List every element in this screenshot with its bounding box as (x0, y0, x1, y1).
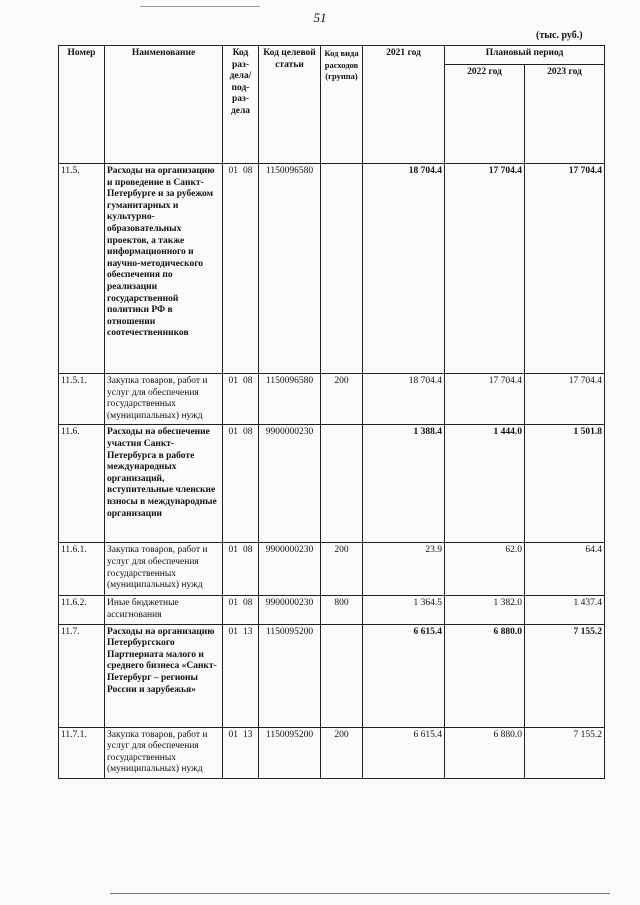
row-section (223, 596, 259, 624)
section-code: 01 (228, 729, 238, 740)
row-2021: 1 388.4 (363, 425, 445, 543)
row-section (223, 374, 259, 425)
row-target: 9900000230 (259, 543, 321, 596)
row-name: Расходы на организацию и проведение в Санкт-Петербурге и за рубежом гуманитарных и культурно-образовательных проектов, а также информационного и научно-методического обеспечения по реализации государственной политики РФ в отношении соотечественников (105, 164, 223, 374)
row-name: Иные бюджетные ассигнования (105, 596, 223, 624)
row-2021: 1 364.5 (363, 596, 445, 624)
row-section (223, 727, 259, 778)
row-number: 11.5. (59, 164, 105, 374)
row-2021: 18 704.4 (363, 374, 445, 425)
row-target: 1150095200 (259, 727, 321, 778)
bottom-rule (110, 893, 610, 894)
section-code: 01 (228, 545, 238, 556)
row-2023: 1 501.8 (525, 425, 605, 543)
table-row (59, 624, 605, 727)
row-number: 11.7.1. (59, 727, 105, 778)
row-expense (321, 624, 363, 727)
row-2021: 18 704.4 (363, 164, 445, 374)
header-2022: 2022 год (445, 65, 525, 164)
row-number: 11.6.2. (59, 596, 105, 624)
header-name: Наименование (105, 46, 223, 164)
row-name: Закупка товаров, работ и услуг для обеспечения государственных (муниципальных) нужд (105, 543, 223, 596)
units-note: (тыс. руб.) (536, 30, 583, 41)
row-2023: 17 704.4 (525, 374, 605, 425)
subsection-code: 08 (243, 376, 253, 386)
row-name: Закупка товаров, работ и услуг для обеспечения государственных (муниципальных) нужд (105, 374, 223, 425)
row-target: 1150096580 (259, 164, 321, 374)
subsection-code: 13 (243, 729, 253, 740)
table-row (59, 596, 605, 624)
row-2022: 62.0 (445, 543, 525, 596)
row-2023: 17 704.4 (525, 164, 605, 374)
header-plan: Плановый период (445, 46, 605, 65)
row-target: 1150095200 (259, 624, 321, 727)
subsection-code: 13 (243, 626, 253, 637)
subsection-code: 08 (243, 545, 253, 556)
row-2022: 6 880.0 (445, 624, 525, 727)
row-section (223, 543, 259, 596)
row-expense (321, 164, 363, 374)
row-2023: 64.4 (525, 543, 605, 596)
row-target: 9900000230 (259, 425, 321, 543)
row-2023: 1 437.4 (525, 596, 605, 624)
row-2022: 17 704.4 (445, 164, 525, 374)
row-2022: 1 444.0 (445, 425, 525, 543)
header-number: Номер (59, 46, 105, 164)
row-number: 11.5.1. (59, 374, 105, 425)
table-row (59, 727, 605, 778)
row-2022: 1 382.0 (445, 596, 525, 624)
table-row (59, 543, 605, 596)
header-expense: Код вида расходов (группа) (321, 46, 363, 164)
subsection-code: 08 (243, 427, 253, 438)
section-code: 01 (228, 598, 238, 609)
row-section (223, 425, 259, 543)
table-row (59, 374, 605, 425)
row-2023: 7 155.2 (525, 624, 605, 727)
budget-table (58, 45, 605, 779)
row-name: Расходы на организацию Петербургского Партнериата малого и среднего бизнеса «Санкт-Петербург – регионы России и зарубежья» (105, 624, 223, 727)
header-2021: 2021 год (363, 46, 445, 164)
row-name: Расходы на обеспечение участия Санкт-Петербурга в работе международных организаций, вступительные членские взносы в международные организации (105, 425, 223, 543)
row-expense: 200 (321, 727, 363, 778)
section-code: 01 (228, 376, 238, 386)
header-2023: 2023 год (525, 65, 605, 164)
row-2022: 6 880.0 (445, 727, 525, 778)
row-2021: 23.9 (363, 543, 445, 596)
row-number: 11.7. (59, 624, 105, 727)
top-rule (140, 6, 260, 7)
table-row (59, 425, 605, 543)
header-target: Код целевой статьи (259, 46, 321, 164)
row-target: 9900000230 (259, 596, 321, 624)
section-code: 01 (228, 166, 238, 176)
page-number: 51 (313, 10, 327, 25)
row-2023: 7 155.2 (525, 727, 605, 778)
row-2021: 6 615.4 (363, 727, 445, 778)
section-code: 01 (228, 427, 238, 438)
row-expense: 200 (321, 374, 363, 425)
row-expense (321, 425, 363, 543)
row-number: 11.6.1. (59, 543, 105, 596)
header-section: Код раз-дела/ под-раз-дела (223, 46, 259, 164)
table-row (59, 164, 605, 374)
subsection-code: 08 (243, 166, 253, 176)
row-2022: 17 704.4 (445, 374, 525, 425)
row-name: Закупка товаров, работ и услуг для обеспечения государственных (муниципальных) нужд (105, 727, 223, 778)
subsection-code: 08 (243, 598, 253, 609)
row-expense: 200 (321, 543, 363, 596)
row-target: 1150096580 (259, 374, 321, 425)
row-number: 11.6. (59, 425, 105, 543)
row-2021: 6 615.4 (363, 624, 445, 727)
section-code: 01 (228, 626, 238, 637)
row-expense: 800 (321, 596, 363, 624)
row-section (223, 164, 259, 374)
row-section (223, 624, 259, 727)
